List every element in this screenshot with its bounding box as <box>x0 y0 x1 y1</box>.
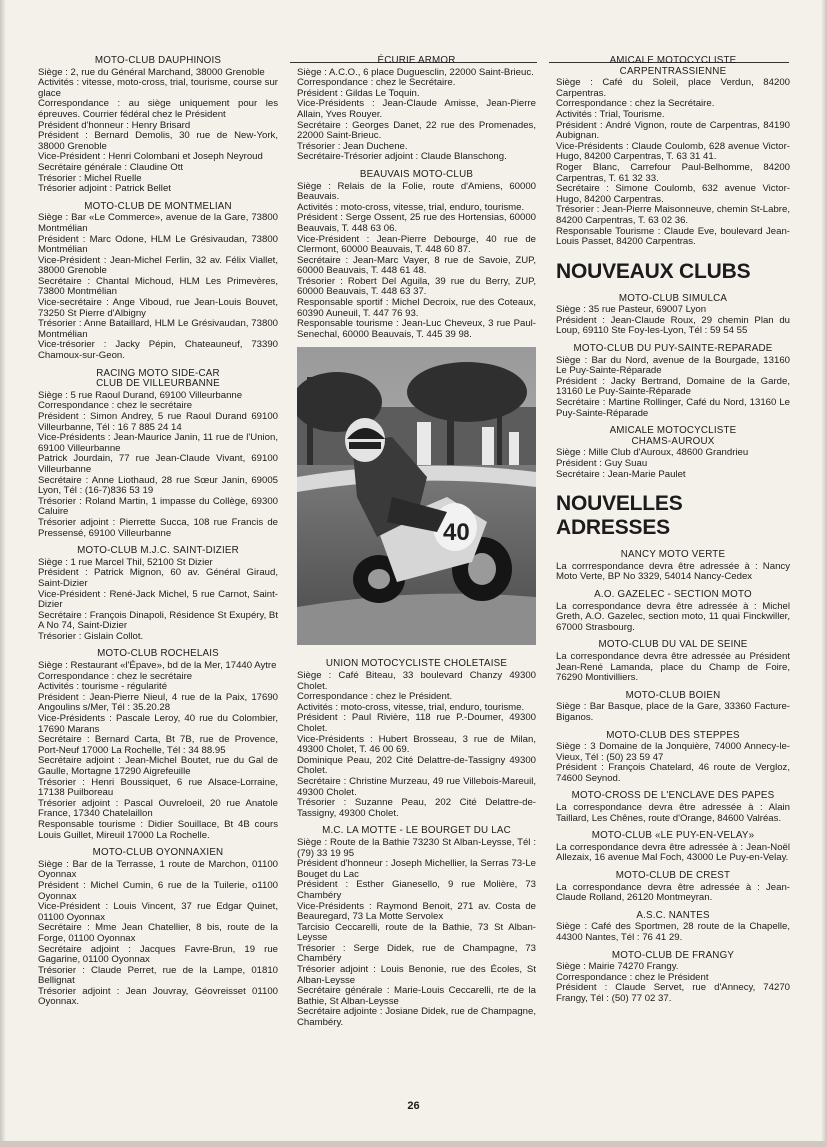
club-title: MOTO-CLUB DES STEPPES <box>606 729 740 741</box>
club-title: A.S.C. NANTES <box>636 909 710 921</box>
page-number: 26 <box>407 1100 420 1112</box>
club-entry-nancy-moto-verte <box>556 550 790 583</box>
club-detail-line: Secrétaire : Bernard Carta, Bt 7B, rue de Provence, Port-Neuf 17000 La Rochelle, Tél : 34 88.95 <box>38 734 278 756</box>
club-title: MOTO-CLUB DE FRANGY <box>611 949 735 961</box>
page-edge-right <box>821 0 827 1147</box>
club-detail-line: Vice-Présidents : Hubert Brosseau, 3 rue de Milan, 49300 Cholet, T. 46 00 69. <box>297 733 536 756</box>
club-entry-moto-club-m-j-c-saint-dizier <box>38 546 278 642</box>
club-detail-line: Secrétaire : Christine Murzeau, 49 rue Villebois-Mareuil, 49300 Cholet. <box>297 775 536 798</box>
club-detail-line: Responsable tourisme : Didier Souillace, Bt 4B cours Louis Guillet, Mireuil 17000 La Rochelle. <box>38 818 278 841</box>
club-detail-line: Vice-Présidents : Jean-Claude Amisse, Jean-Pierre Allain, Yves Rouyer. <box>297 98 536 120</box>
club-detail-line: Siège : Café des Sportmen, 28 route de la Chapelle, 44300 Nantes, Tél : 76 41 29. <box>556 921 790 943</box>
club-detail-line: Siège : 5 rue Raoul Durand, 69100 Villeurbanne <box>38 389 243 401</box>
section-heading-nouveaux-clubs: NOUVEAUX CLUBS <box>556 259 751 283</box>
club-title: NANCY MOTO VERTE <box>620 549 726 561</box>
club-detail-line: Secrétaire adjoint : Jacques Favre-Brun, 19 rue Gagarine, 01100 Oyonnax <box>38 943 278 966</box>
club-title: BEAUVAIS MOTO-CLUB <box>359 168 474 180</box>
club-detail-line: Trésorier adjoint : Patrick Bellet <box>38 183 171 195</box>
club-detail-line: Siège : Café Biteau, 33 boulevard Chanzy 49300 Cholet. <box>297 670 536 692</box>
club-detail-line: Président : Michel Cumin, 6 rue de la Tuilerie, o1100 Oyonnax <box>38 879 278 902</box>
club-detail-line: Président : Paul Rivière, 118 rue P.-Doumer, 49300 Cholet. <box>297 712 536 734</box>
club-entry-racing-moto-side-car-club-de-villeurbanne <box>38 369 278 540</box>
club-detail-line: Secrétaire : François Dinapoli, Résidence St Exupéry, Bt A No 74, Saint-Dizier <box>38 609 278 632</box>
club-title: MOTO-CLUB OYONNAXIEN <box>92 847 224 859</box>
club-detail-line: La correspondance devra être adressée à : Alain Taillard, Les Chênes, route d'Orange, 84600 Valréas. <box>556 802 790 824</box>
club-detail-line: Responsable Tourisme : Claude Eve, boulevard Jean-Louis Passet, 84200 Carpentras. <box>556 225 790 248</box>
club-title: MOTO-CLUB SIMULCA <box>618 292 728 304</box>
club-detail-line: Vice-secrétaire : Ange Viboud, rue Jean-Louis Bouvet, 73250 St Pierre d'Albigny <box>38 297 278 319</box>
club-detail-line: Siège : Café du Soleil, place Verdun, 84200 Carpentras. <box>556 77 790 99</box>
club-entry-amicale-motocycliste-chams-auroux <box>556 426 790 480</box>
club-detail-line: Vice-trésorier : Jacky Pépin, Chateauneuf, 73390 Chamoux-sur-Geon. <box>38 339 278 362</box>
club-detail-line: Secrétaire adjointe : Josiane Didek, rue de Champagne, Chambéry. <box>297 1006 536 1029</box>
club-entry-beauvais-moto-club <box>297 170 536 341</box>
club-title: AMICALE MOTOCYCLISTE CHAMS-AUROUX <box>609 425 737 447</box>
club-entry-moto-club-dauphinois <box>38 56 278 195</box>
club-detail-line: Trésorier adjoint : Pierrette Succa, 108 rue Francis de Pressensé, 69100 Villeurbanne <box>38 516 278 539</box>
club-detail-line: Président : Simon Andrey, 5 rue Raoul Durand 69100 Villeurbanne, Tél : 16 7 885 24 14 <box>38 411 278 433</box>
club-detail-line: Siège : Route de la Bathie 73230 St Alban-Leysse, Tél : (79) 33 19 95 <box>297 836 536 859</box>
club-detail-line: Trésorier : Jean-Pierre Maisonneuve, chemin St-Labre, 84200 Carpentras, T. 63 02 36. <box>556 204 790 226</box>
club-title: MOTO-CLUB «LE PUY-EN-VELAY» <box>591 830 755 842</box>
club-detail-line: Secrétaire générale : Claudine Ott <box>38 161 184 173</box>
club-detail-line: Président : Marc Odone, HLM Le Grésivaudan, 73800 Montmélian <box>38 233 278 256</box>
club-detail-line: Correspondance : chez le secrétaire <box>38 670 193 682</box>
club-title: MOTO-CLUB BOIEN <box>625 689 721 701</box>
club-entry-amicale-motocycliste-carpentrassienne <box>556 56 790 248</box>
club-detail-line: Activités : tourisme - régularité <box>38 681 168 693</box>
club-detail-line: Président : Jean-Pierre Nieul, 4 rue de la Paix, 17690 Angoulins s/Mer, Tél : 35.20.28 <box>38 691 278 714</box>
club-detail-line: Président : Serge Ossent, 25 rue des Hortensias, 60000 Beauvais, T. 448 63 06. <box>297 212 536 234</box>
club-detail-line: Trésorier : Suzanne Peau, 202 Cité Delattre-de-Tassigny, 49300 Cholet. <box>297 797 536 819</box>
club-detail-line: Trésorier : Michel Ruelle <box>38 172 142 184</box>
club-entry-moto-club-de-crest <box>556 871 790 904</box>
club-detail-line: Président : Claude Servet, rue d'Annecy, 74270 Frangy, Tél : (50) 77 02 37. <box>556 982 790 1004</box>
club-title: MOTO-CLUB ROCHELAIS <box>97 648 219 660</box>
club-title: MOTO-CLUB DU VAL DE SEINE <box>598 639 748 651</box>
club-title: MOTO-CROSS DE L'ENCLAVE DES PAPES <box>571 790 775 802</box>
club-detail-line: Siège : 2, rue du Général Marchand, 38000 Grenoble <box>38 66 265 78</box>
club-detail-line: Siège : Mairie 74270 Frangy. <box>556 961 679 973</box>
club-detail-line: Siège : Bar Basque, place de la Gare, 33360 Facture-Biganos. <box>556 701 790 723</box>
club-detail-line: Président : Patrick Mignon, 60 av. Général Giraud, Saint-Dizier <box>38 567 278 589</box>
club-detail-line: Correspondance : chez le Président. <box>297 691 453 703</box>
club-entry-moto-club-simulca <box>556 294 790 337</box>
club-detail-line: Président : Gildas Le Toquin. <box>297 87 420 99</box>
club-entry-ecurie-armor <box>297 56 536 163</box>
club-detail-line: Activités : vitesse, moto-cross, trial, tourisme, course sur glace <box>38 77 278 99</box>
club-title: M.C. LA MOTTE - LE BOURGET DU LAC <box>322 825 511 837</box>
club-detail-line: Siège : 35 rue Pasteur, 69007 Lyon <box>556 304 707 316</box>
club-detail-line: Trésorier : Roland Martin, 1 impasse du Collège, 69300 Caluire <box>38 495 278 518</box>
club-entry-moto-club-des-steppes <box>556 731 790 785</box>
club-detail-line: Président : Bernard Demolis, 30 rue de New-York, 38000 Grenoble <box>38 130 278 152</box>
club-title: UNION MOTOCYCLISTE CHOLETAISE <box>325 658 508 670</box>
club-detail-line: Siège : Bar du Nord, avenue de la Bourgade, 13160 Le Puy-Sainte-Réparade <box>556 354 790 377</box>
club-detail-line: Président : François Chatelard, 46 route de Vergloz, 74600 Seynod. <box>556 762 790 784</box>
club-detail-line: Secrétaire : Jean-Marc Vayer, 8 rue de Savoie, ZUP, 60000 Beauvais, T. 448 61 48. <box>297 254 536 277</box>
club-detail-line: Trésorier : Henri Boussiquet, 6 rue Alsace-Lorraine, 17138 Puilboreau <box>38 776 278 799</box>
club-detail-line: Secrétaire-Trésorier adjoint : Claude Blanschong. <box>297 151 507 163</box>
club-detail-line: Trésorier adjoint : Louis Benonie, rue des Écoles, St Alban-Leysse <box>297 964 536 986</box>
club-detail-line: La correspondance devra être adressée au Président Jean-René Lamanda, place du Champ de Foire, 76290 Montivilliers. <box>556 650 790 684</box>
club-detail-line: Président d'honneur : Joseph Michellier, la Serras 73-Le Bouget du Lac <box>297 858 536 880</box>
club-entry-moto-club-du-puy-sainte-reparade <box>556 344 790 419</box>
club-detail-line: Vice-Présidents : Raymond Benoit, 271 av. Costa de Beauregard, 73 La Motte Servolex <box>297 900 536 923</box>
club-detail-line: Siège : Bar de la Terrasse, 1 route de Marchon, 01100 Oyonnax <box>38 858 278 881</box>
club-detail-line: Trésorier : Claude Perret, rue de la Lampe, 01810 Bellignat <box>38 964 278 987</box>
club-detail-line: Trésorier : Gislain Collot. <box>38 630 144 642</box>
club-detail-line: Vice-Président : Jean-Michel Ferlin, 32 av. Félix Viallet, 38000 Grenoble <box>38 254 278 277</box>
club-title: A.O. GAZELEC - SECTION MOTO <box>594 588 752 600</box>
club-detail-line: Activités : moto-cross, vitesse, trial, enduro, tourisme. <box>297 201 525 213</box>
club-entry-moto-club-rochelais <box>38 649 278 841</box>
club-detail-line: Correspondance : au siège uniquement pour les épreuves. Courrier fédéral chez le Président <box>38 98 278 120</box>
club-detail-line: Vice-Présidents : Jean-Maurice Janin, 11 rue de l'Union, 69100 Villeurbanne <box>38 432 278 454</box>
club-title: MOTO-CLUB DAUPHINOIS <box>94 55 222 66</box>
club-detail-line: Patrick Jourdain, 77 rue Jean-Claude Vivant, 69100 Villeurbanne <box>38 453 278 475</box>
club-detail-line: Activités : Trial, Tourisme. <box>556 108 665 120</box>
club-detail-line: La correspondance devra être adressée à : Jean-Noël Allezaix, 16 avenue Mal Foch, 43000 Le Puy-en-Velay. <box>556 841 790 864</box>
club-detail-line: Secrétaire : Simone Coulomb, 632 avenue Victor-Hugo, 84200 Carpentras. <box>556 183 790 205</box>
club-detail-line: Vice-Président : Jean-Pierre Debourge, 40 rue de Clermont, 60000 Beauvais, T. 448 60 87. <box>297 233 536 256</box>
page-bottom-edge <box>0 1141 827 1147</box>
club-title: RACING MOTO SIDE-CAR CLUB DE VILLEURBANNE <box>96 367 220 390</box>
club-detail-line: Président : Esther Gianesello, 9 rue Molière, 73 Chambéry <box>297 879 536 901</box>
motorcycle-racer-photo <box>297 347 536 645</box>
club-entry-moto-club-du-val-de-seine <box>556 640 790 683</box>
club-entry-a-s-c-nantes <box>556 911 790 944</box>
page-edge-left <box>0 0 6 1147</box>
club-detail-line: Président : Jacky Bertrand, Domaine de la Garde, 13160 Le Puy-Sainte-Réparade <box>556 375 790 398</box>
club-detail-line: Président d'honneur : Henry Brisard <box>38 119 191 131</box>
club-detail-line: Siège : A.C.O., 6 place Duguesclin, 22000 Saint-Brieuc. <box>297 66 534 78</box>
club-detail-line: Trésorier : Jean Duchene. <box>297 140 408 152</box>
club-detail-line: Président : Guy Suau <box>556 458 648 469</box>
club-detail-line: Trésorier : Robert Del Aguila, 39 rue du Berry, ZUP, 60000 Beauvais, T. 448 63 37. <box>297 275 536 298</box>
club-detail-line: La correspondance devra être adressée à : Jean-Claude Rolland, 26120 Montmeyran. <box>556 881 790 904</box>
club-detail-line: Correspondance : chez le Président <box>556 971 709 983</box>
club-entry-moto-club-boien <box>556 691 790 724</box>
club-detail-line: Président : Jean-Claude Roux, 29 chemin Plan du Loup, 69110 Ste Foy-les-Lyon, Tél : 59 54 55 <box>556 314 790 337</box>
column-left <box>38 56 278 1015</box>
club-detail-line: Trésorier : Anne Bataillard, HLM Le Grésivaudan, 73800 Montmélian <box>38 318 278 340</box>
club-title: MOTO-CLUB M.J.C. SAINT-DIZIER <box>77 545 239 557</box>
club-detail-line: Siège : 1 rue Marcel Thil, 52100 St Dizier <box>38 556 213 568</box>
club-detail-line: La correspondance devra être adressée à : Michel Greth, A.O. Gazelec, section moto, 11 quai Finckwiller, 67000 Strasbourg. <box>556 600 790 633</box>
column-right <box>556 56 790 1012</box>
club-title: MOTO-CLUB DE CREST <box>615 870 731 882</box>
club-detail-line: Secrétaire : Jean-Marie Paulet <box>556 468 686 480</box>
club-detail-line: Siège : 3 Domaine de la Jonquière, 74000 Annecy-le-Vieux, Tél : (50) 23 59 47 <box>556 741 790 763</box>
club-detail-line: Secrétaire : Georges Danet, 22 rue des Promenades, 22000 Saint-Brieuc. <box>297 119 536 142</box>
club-entry-union-motocycliste-choletaise <box>297 659 536 819</box>
club-detail-line: Trésorier adjoint : Pascal Ouvreloeil, 20 rue Anatole France, 17340 Chatelaillon <box>38 797 278 820</box>
club-detail-line: Roger Blanc, Carrefour Paul-Belhomme, 84200 Carpentras, T. 61 32 33. <box>556 161 790 184</box>
club-detail-line: Activités : moto-cross, vitesse, trial, enduro, tourisme. <box>297 701 525 713</box>
club-entry-m-c-la-motte-le-bourget-du-lac <box>297 826 536 1028</box>
club-title: AMICALE MOTOCYCLISTE CARPENTRASSIENNE <box>609 55 737 77</box>
club-detail-line: Secrétaire : Chantal Michoud, HLM Les Primevères, 73800 Montmélian <box>38 275 278 298</box>
club-detail-line: Correspondance : chez la Secrétaire. <box>556 98 715 110</box>
club-detail-line: Secrétaire générale : Marie-Louis Ceccarelli, rte de la Bathie, St Alban-Leysse <box>297 985 536 1007</box>
club-detail-line: Vice-Président : Henri Colombani et Joseph Neyroud <box>38 151 263 163</box>
club-entry-moto-club-de-frangy <box>556 951 790 1005</box>
club-detail-line: Responsable sportif : Michel Decroix, rue des Coteaux, 60390 Auneuil, T. 447 76 93. <box>297 297 536 319</box>
club-detail-line: Secrétaire : Anne Liothaud, 28 rue Sœur Janin, 69005 Lyon, Tél : (16-7)836 53 19 <box>38 474 278 497</box>
column-middle <box>297 56 536 1036</box>
club-entry-moto-cross-de-l-enclave-des-papes <box>556 791 790 824</box>
club-detail-line: Dominique Peau, 202 Cité Delattre-de-Tassigny 49300 Cholet. <box>297 754 536 777</box>
club-entry-moto-club-oyonnaxien <box>38 848 278 1008</box>
club-detail-line: Trésorier adjoint : Jean Jouvray, Géovreisset 01100 Oyonnax. <box>38 985 278 1008</box>
club-detail-line: Correspondance : chez le secrétaire <box>38 400 193 412</box>
club-title: MOTO-CLUB DE MONTMELIAN <box>84 200 232 212</box>
club-detail-line: Vice-Présidents : Pascale Leroy, 40 rue du Colombier, 17690 Marans <box>38 713 278 735</box>
club-entry-moto-club-de-montmelian <box>38 202 278 362</box>
club-detail-line: Responsable tourisme : Jean-Luc Cheveux, 3 rue Paul-Senechal, 60000 Beauvais, T. 445 39 98. <box>297 318 536 340</box>
club-title: MOTO-CLUB DU PUY-SAINTE-REPARADE <box>573 343 773 355</box>
club-entry-a-o-gazelec-section-moto <box>556 590 790 633</box>
club-detail-line: Secrétaire : Martine Rollinger, Café du Nord, 13160 Le Puy-Sainte-Réparade <box>556 397 790 419</box>
club-detail-line: La corrrespondance devra être adressée à : Nancy Moto Verte, BP No 3329, 54014 Nancy-Cedex <box>556 560 790 583</box>
club-detail-line: Siège : Mille Club d'Auroux, 48600 Grandrieu <box>556 447 749 459</box>
club-detail-line: Siège : Bar «Le Commerce», avenue de la Gare, 73800 Montmélian <box>38 212 278 234</box>
club-detail-line: Vice-Présidents : Claude Coulomb, 628 avenue Victor-Hugo, 84200 Carpentras, T. 63 31 41. <box>556 140 790 163</box>
section-heading-nouvelles-adresses: NOUVELLES ADRESSES <box>556 492 683 540</box>
club-title: ÉCURIE ARMOR <box>377 55 456 66</box>
club-detail-line: Secrétaire : Mme Jean Chatellier, 8 bis, route de la Forge, 01100 Oyonnax <box>38 922 278 944</box>
svg-text:40: 40 <box>443 519 470 547</box>
club-entry-moto-club-le-puy-en-velay <box>556 831 790 864</box>
club-detail-line: Siège : Restaurant «l'Épave», bd de la Mer, 17440 Aytre <box>38 660 277 672</box>
club-detail-line: Vice-Président : Louis Vincent, 37 rue Edgar Quinet, 01100 Oyonnax <box>38 901 278 923</box>
club-detail-line: Secrétaire adjoint : Jean-Michel Boutet, rue du Gal de Gaulle, Mortagne 17290 Aigrefeuille <box>38 755 278 777</box>
club-detail-line: Tarcisio Ceccarelli, route de la Bathie, 73 St Alban-Leysse <box>297 921 536 944</box>
club-detail-line: Trésorier : Serge Didek, rue de Champagne, 73 Chambéry <box>297 942 536 965</box>
club-detail-line: Correspondance : chez le Secrétaire. <box>297 77 456 89</box>
club-detail-line: Siège : Relais de la Folie, route d'Amiens, 60000 Beauvais. <box>297 180 536 203</box>
club-detail-line: Président : André Vignon, route de Carpentras, 84190 Aubignan. <box>556 119 790 142</box>
club-detail-line: Vice-Président : René-Jack Michel, 5 rue Carnot, Saint-Dizier <box>38 588 278 611</box>
